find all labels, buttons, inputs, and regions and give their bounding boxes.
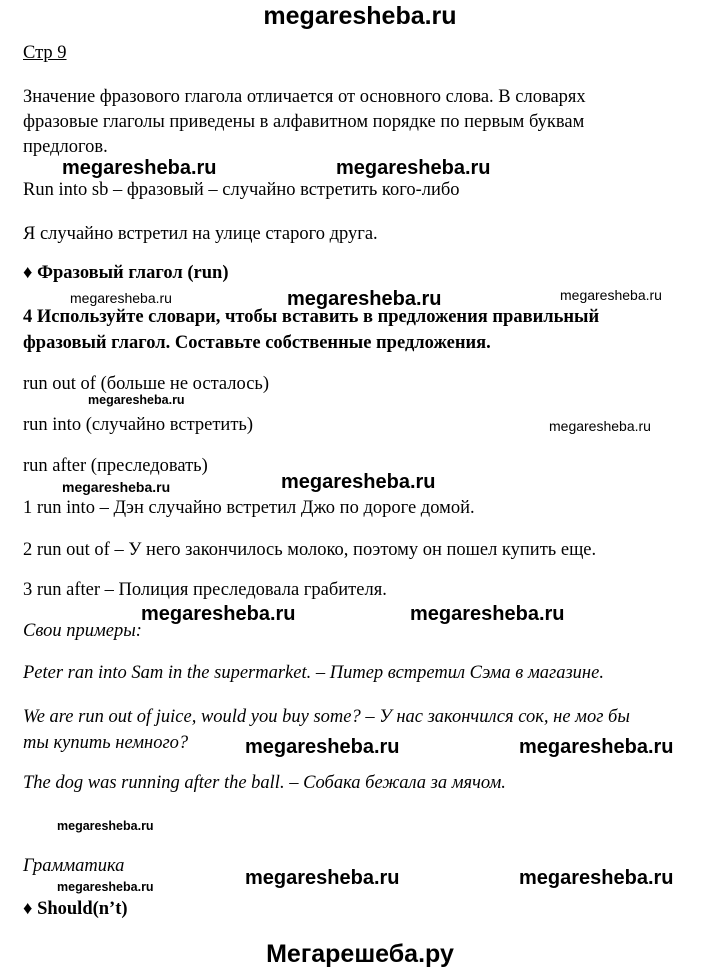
site-footer: Мегарешеба.ру bbox=[266, 940, 454, 968]
answer-3: 3 run after – Полиция преследовала грабителя. bbox=[23, 580, 387, 600]
watermark: megaresheba.ru bbox=[62, 157, 217, 179]
watermark: megaresheba.ru bbox=[519, 736, 674, 758]
watermark: megaresheba.ru bbox=[57, 819, 154, 833]
watermark: megaresheba.ru bbox=[549, 418, 651, 434]
verb-run-after: run after (преследовать) bbox=[23, 456, 208, 476]
page-reference: Стр 9 bbox=[23, 43, 67, 63]
watermark: megaresheba.ru bbox=[141, 603, 296, 625]
own-example-2-continued: ты купить немного? bbox=[23, 733, 189, 753]
task-line-1: 4 Используйте словари, чтобы вставить в предложения правильный bbox=[23, 307, 600, 327]
watermark: megaresheba.ru bbox=[245, 736, 400, 758]
site-header: megaresheba.ru bbox=[263, 2, 457, 30]
watermark: megaresheba.ru bbox=[70, 290, 172, 306]
watermark: megaresheba.ru bbox=[57, 880, 154, 894]
definition-text: Run into sb – фразовый – случайно встретить кого-либо bbox=[23, 180, 460, 200]
grammar-heading: ♦ Should(n’t) bbox=[23, 899, 128, 919]
intro-line-1: Значение фразового глагола отличается от основного слова. В словарях bbox=[23, 87, 586, 107]
grammar-label: Грамматика bbox=[23, 856, 125, 876]
section-heading: ♦ Фразовый глагол (run) bbox=[23, 263, 229, 283]
intro-line-3: предлогов. bbox=[23, 137, 108, 157]
watermark: megaresheba.ru bbox=[281, 471, 436, 493]
own-example-1: Peter ran into Sam in the supermarket. – Питер встретил Сэма в магазине. bbox=[23, 663, 604, 683]
own-examples-label: Свои примеры: bbox=[23, 621, 142, 641]
verb-run-into: run into (случайно встретить) bbox=[23, 415, 254, 435]
watermark: megaresheba.ru bbox=[410, 603, 565, 625]
watermark: megaresheba.ru bbox=[560, 287, 662, 303]
own-example-3: The dog was running after the ball. – Собака бежала за мячом. bbox=[23, 773, 506, 793]
example-sentence: Я случайно встретил на улице старого друга. bbox=[23, 224, 378, 244]
watermark: megaresheba.ru bbox=[287, 288, 442, 310]
watermark: megaresheba.ru bbox=[62, 479, 171, 495]
watermark: megaresheba.ru bbox=[519, 867, 674, 889]
answer-2: 2 run out of – У него закончилось молоко, поэтому он пошел купить еще. bbox=[23, 540, 597, 560]
task-line-2: фразовый глагол. Составьте собственные предложения. bbox=[23, 333, 491, 353]
watermark: megaresheba.ru bbox=[336, 157, 491, 179]
watermark: megaresheba.ru bbox=[88, 393, 185, 407]
verb-run-out-of: run out of (больше не осталось) bbox=[23, 374, 270, 394]
answer-1: 1 run into – Дэн случайно встретил Джо по дороге домой. bbox=[23, 498, 475, 518]
own-example-2: We are run out of juice, would you buy some? – У нас закончился сок, не мог бы bbox=[23, 707, 630, 727]
watermark: megaresheba.ru bbox=[245, 867, 400, 889]
intro-line-2: фразовые глаголы приведены в алфавитном порядке по первым буквам bbox=[23, 112, 585, 132]
